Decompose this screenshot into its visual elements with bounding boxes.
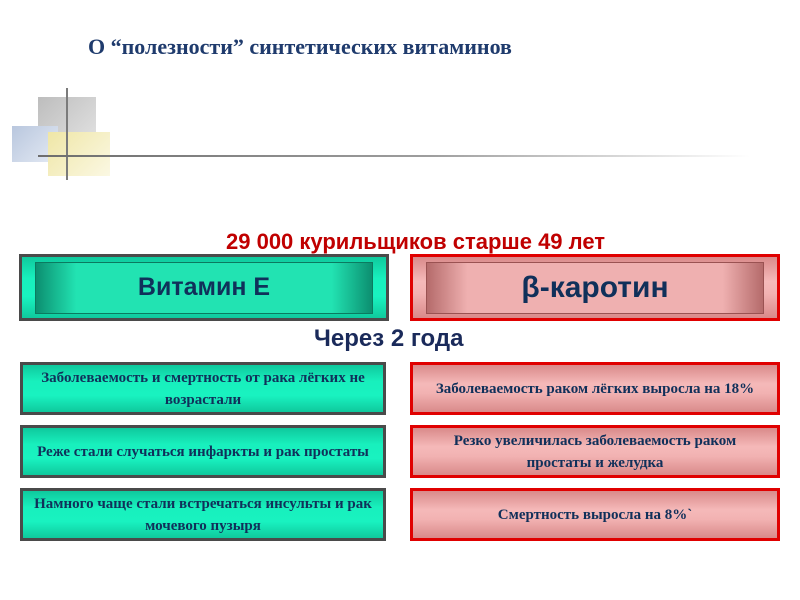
vitamin-e-result-3 [20, 488, 386, 541]
beta-carotene-header-label: β-каротин [521, 270, 669, 304]
vitamin-e-result-text: Реже стали случаться инфаркты и рак простаты [37, 443, 369, 460]
beta-carotene-result-2 [410, 425, 780, 478]
beta-carotene-result-text: Смертность выросла на 8%` [497, 506, 693, 523]
decor-vertical-line [66, 88, 68, 180]
vitamin-e-result-text: Заболеваемость и смертность от рака лёгких не возрастали [41, 369, 365, 408]
vitamin-e-header-label: Витамин Е [137, 273, 271, 301]
after-two-years-label: Через 2 года [314, 325, 464, 352]
vitamin-e-result-2 [20, 425, 386, 478]
decor-horizontal-line [38, 155, 750, 157]
slide-title: О “полезности” синтетических витаминов [88, 34, 512, 59]
vitamin-e-result-1 [20, 362, 386, 415]
vitamin-e-header-box [19, 254, 389, 321]
slide-subtitle: 29 000 курильщиков старше 49 лет [226, 229, 606, 254]
decor-yellow-square [48, 132, 110, 176]
beta-carotene-header-box [410, 254, 780, 321]
beta-carotene-result-text: Резко увеличилась заболеваемость раком простаты и желудка [453, 432, 737, 471]
vitamin-e-result-text: Намного чаще стали встречаться инсульты и рак мочевого пузыря [34, 495, 372, 534]
beta-carotene-result-text: Заболеваемость раком лёгких выросла на 18% [435, 380, 755, 397]
beta-carotene-result-3 [410, 488, 780, 541]
beta-carotene-result-1 [410, 362, 780, 415]
